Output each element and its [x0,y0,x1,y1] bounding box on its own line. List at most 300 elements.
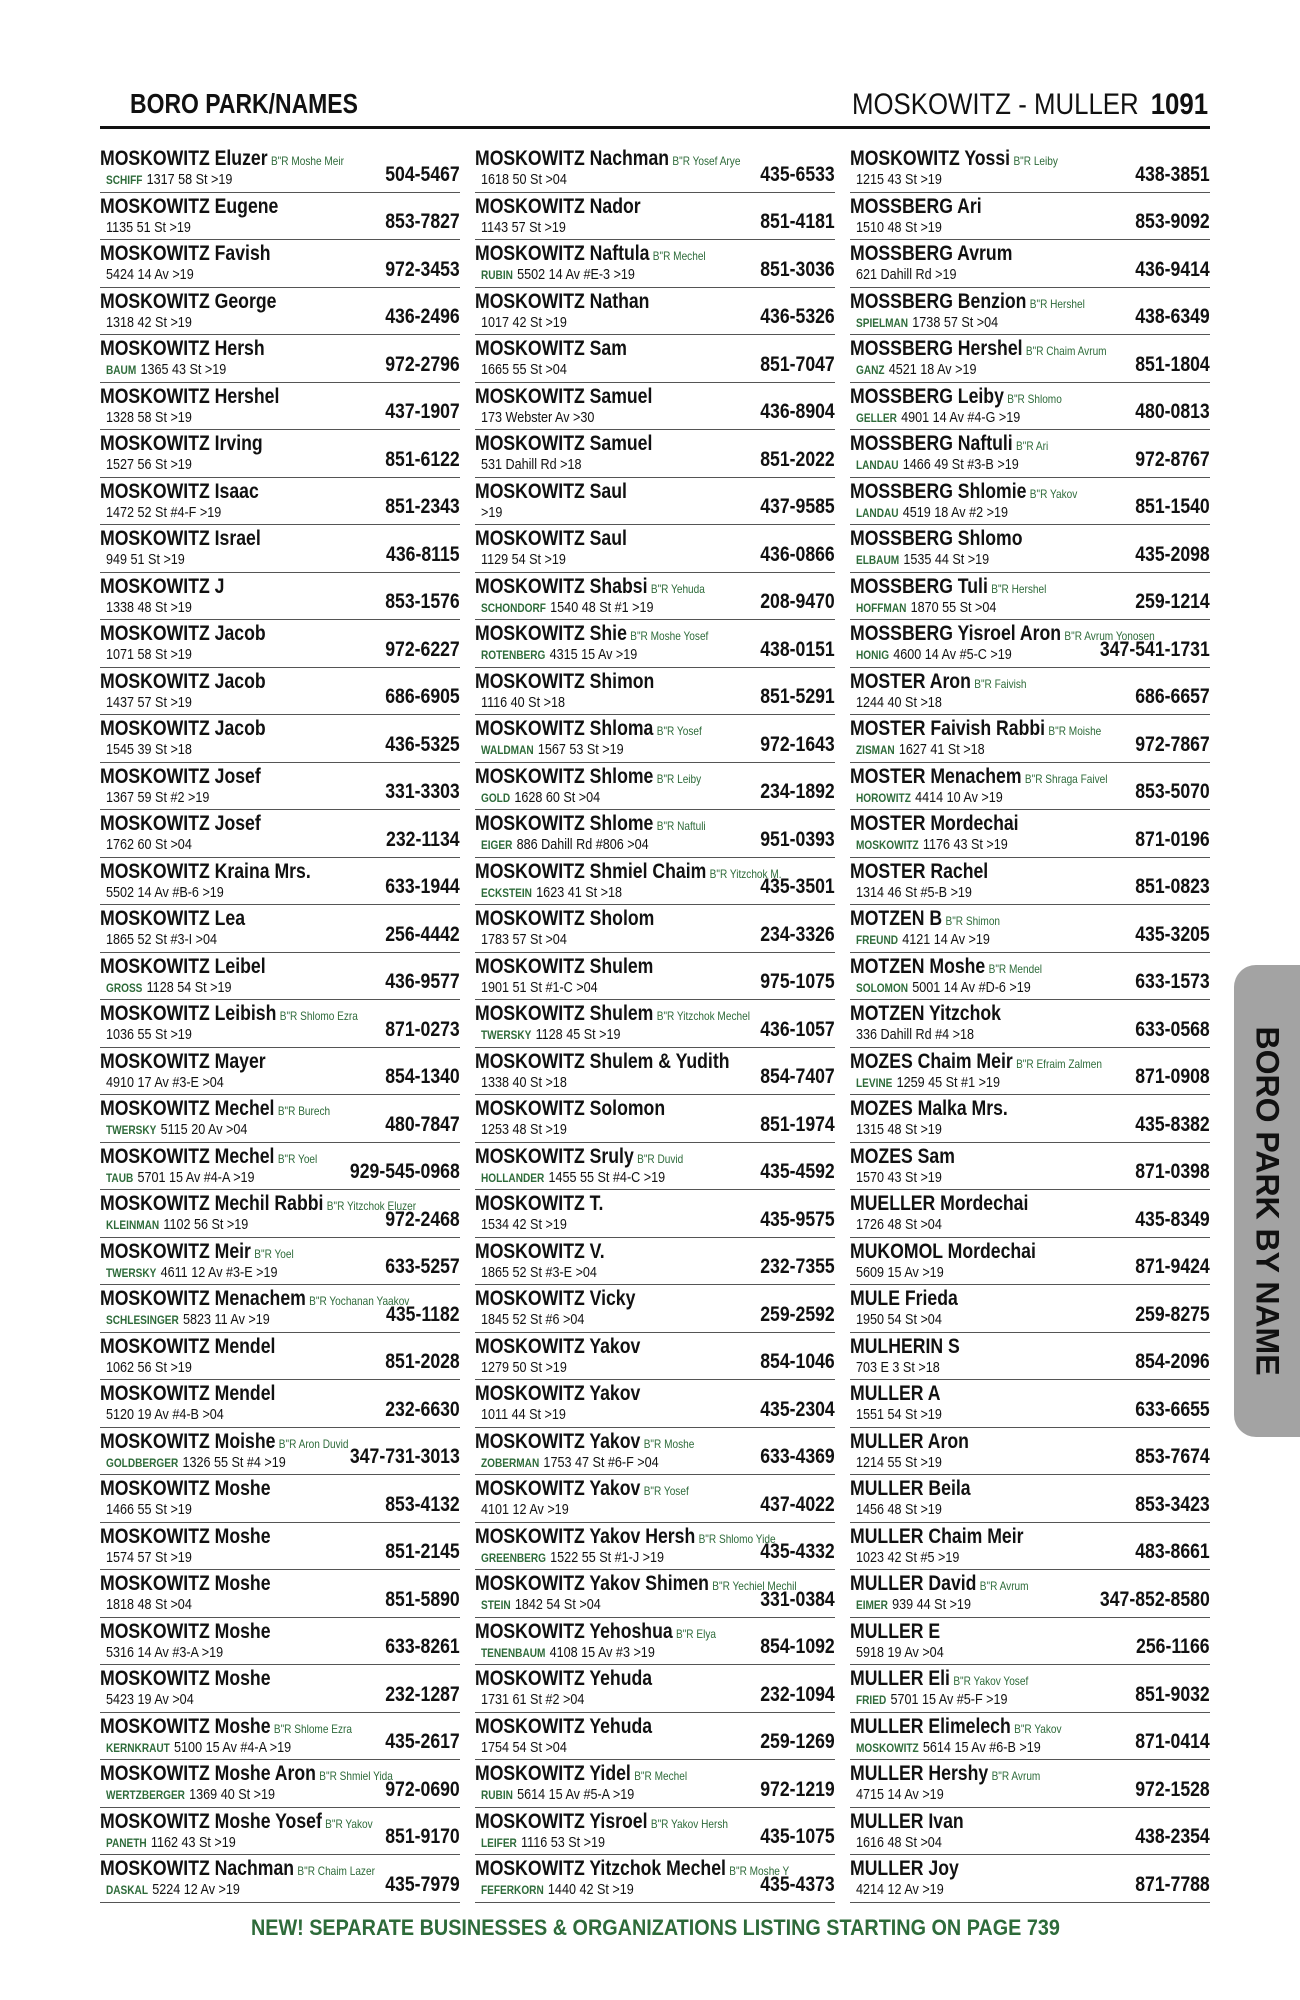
entry-address: 1551 54 St >19 [856,1406,942,1423]
entry-phone: 232-1287 [385,1682,460,1706]
entry-name-line [850,527,1023,551]
entry-phone: 347-852-8580 [1100,1587,1210,1611]
entry-address-line [106,1691,194,1708]
entry-name-line [100,1667,271,1691]
entry-address-line [106,409,192,426]
listing-entry [475,430,835,478]
entry-name-line [475,432,652,456]
listing-entry [475,668,835,716]
entry-name: MOSKOWITZ Leibel [100,954,266,978]
entry-address: 1510 48 St >19 [856,218,942,236]
entry-name: MULLER Elimelech [850,1714,1011,1738]
entry-name: MOSKOWITZ Moshe [100,1714,271,1738]
listing-entry [475,193,835,241]
entry-address-line [481,884,622,901]
entry-name-line [850,1810,964,1834]
entry-address-line [106,1596,192,1613]
entry-name-line [850,1430,969,1454]
listing-entry [475,858,835,906]
entry-phone: 347-541-1731 [1100,637,1210,661]
entry-address-line [481,1216,567,1233]
listing-entry [475,763,835,811]
entry-phone: 972-2468 [385,1207,460,1231]
entry-name: MOSTER Mordechai [850,812,1019,835]
entry-name-line [850,1525,1023,1549]
listing-entry [475,335,835,383]
entry-address-line [856,789,1003,806]
listing-entry [475,1523,835,1571]
section-title: BORO PARK/NAMES [130,88,358,119]
entry-phone: 232-1094 [760,1682,835,1706]
entry-name: MOSSBERG Leiby [850,384,1004,408]
entry-address: 5100 15 Av #4-A >19 [174,1738,292,1756]
entry-address: 4108 15 Av #3 >19 [549,1643,655,1661]
entry-address-line [481,789,600,806]
entry-name-line [850,337,1107,361]
entry-name: MOSKOWITZ Sam [475,337,627,360]
entry-address: 949 51 St >19 [106,551,185,568]
entry-phone: 929-545-0968 [350,1160,460,1183]
entry-address-line [481,1121,567,1138]
listing-entry [475,1855,835,1903]
entry-name: MOSKOWITZ Leibish [100,1002,277,1025]
page-range-heading [852,88,1208,122]
entry-name-line [100,717,266,741]
entry-address: 703 E 3 St >18 [856,1358,940,1376]
entry-phone: 851-7047 [760,352,835,376]
listing-entry [100,1190,460,1238]
entry-address: 5502 14 Av #B-6 >19 [106,883,224,901]
entry-address: 1017 42 St >19 [481,313,567,331]
listing-entry [100,620,460,668]
entry-family-name: GANZ [856,363,885,377]
entry-family-name: ZISMAN [856,743,895,757]
entry-relation: B"R Yoel [277,1151,318,1166]
entry-phone: 871-9424 [1135,1255,1210,1278]
listing-entry [475,1570,835,1618]
entry-phone: 436-8904 [760,400,835,423]
entry-address: 1215 43 St >19 [856,171,942,188]
entry-address: 1071 58 St >19 [106,646,192,663]
entry-name: MOZES Malka Mrs. [850,1097,1008,1120]
entry-phone: 435-8382 [1135,1112,1210,1136]
entry-family-name: LANDAU [856,505,899,520]
entry-address-line [856,456,1019,473]
entry-address: 5316 14 Av #3-A >19 [106,1643,224,1661]
entry-relation: B"R Yakov Yosef [953,1674,1029,1688]
entry-phone: 259-8275 [1135,1302,1210,1326]
listing-entry [850,240,1210,288]
entry-name-line [850,1857,959,1881]
listing-column-1 [100,145,460,1905]
listing-entry [475,1618,835,1666]
entry-phone: 851-2343 [385,495,460,518]
entry-address-line [856,1881,944,1898]
entry-phone: 256-1166 [1136,1635,1210,1658]
entry-relation: B"R Elya [676,1626,717,1641]
entry-address-line [856,646,1012,663]
entry-name: MOSKOWITZ Meir [100,1239,251,1263]
entry-phone: 234-3326 [760,922,835,946]
entry-address-line [856,1264,944,1281]
section-side-tab[interactable] [1234,965,1300,1437]
entry-name-line [475,1050,729,1074]
entry-name: MUKOMOL Mordechai [850,1239,1036,1263]
entry-address: 1570 43 St >19 [856,1168,942,1186]
entry-address-line [856,1644,944,1661]
entry-family-name: TWERSKY [481,1028,532,1042]
entry-phone: 851-4181 [760,210,835,233]
entry-address: 4414 10 Av >19 [915,788,1003,806]
entry-name: MOSKOWITZ Mayer [100,1049,266,1073]
listing-entry [850,905,1210,953]
entry-address: 1062 56 St >19 [106,1358,192,1376]
entry-address: 4121 14 Av >19 [902,931,990,948]
listing-entry [850,1238,1210,1286]
listing-entry [850,1000,1210,1048]
entry-name-line [475,337,627,361]
entry-name-line [100,1287,409,1311]
entry-address-line [856,1169,942,1186]
listing-entry [100,810,460,858]
entry-name: MOSKOWITZ Solomon [475,1097,666,1120]
entry-name: MOSKOWITZ Yehuda [475,1714,653,1738]
entry-name: MULLER Eli [850,1667,950,1690]
entry-name: MOSKOWITZ Israel [100,527,261,550]
listing-entry [475,1808,835,1856]
entry-address-line [481,1881,634,1898]
entry-address: 1466 55 St >19 [106,1501,192,1518]
entry-address-line [481,551,566,568]
listing-entry [100,1238,460,1286]
entry-name-line [850,717,1101,741]
entry-address: 4901 14 Av #4-G >19 [901,408,1021,426]
entry-family-name: FEFERKORN [481,1883,544,1897]
entry-name-line [475,480,627,504]
entry-name-line [475,907,654,931]
entry-phone: 851-3036 [760,257,835,281]
entry-address: 1535 44 St >19 [903,551,990,568]
entry-address-line [106,1169,255,1186]
entry-name-line [850,812,1019,836]
entry-address: 1534 42 St >19 [481,1216,567,1233]
entry-name: MOSKOWITZ Yehoshua [475,1619,673,1643]
entry-name: MOSKOWITZ Moshe [100,1572,271,1595]
entry-name-line [100,1192,416,1216]
entry-name: MOSKOWITZ Jacob [100,717,266,740]
entry-name-line [100,195,278,219]
entry-address-line [106,1359,192,1376]
entry-relation: B"R Naftuli [656,819,706,833]
entry-address-line [481,1691,584,1708]
entry-name: MOSKOWITZ Eluzer [100,147,268,170]
entry-name-line [475,242,706,266]
entry-family-name: SCHONDORF [481,600,546,615]
entry-name: MOSKOWITZ Moshe [100,1524,271,1548]
listing-entry [100,1808,460,1856]
entry-address: 1440 42 St >19 [547,1881,634,1898]
entry-name: MOSKOWITZ Mechel [100,1097,275,1120]
entry-name-line [850,1715,1062,1739]
entry-relation: B"R Duvid [637,1151,684,1166]
entry-address-line [106,694,192,711]
entry-relation: B"R Yakov Hersh [650,1816,729,1831]
entry-name-line [850,670,1027,694]
entry-family-name: ZOBERMAN [481,1455,540,1470]
entry-address-line [481,314,567,331]
entry-name: MOSKOWITZ Hersh [100,337,265,360]
entry-relation: B"R Faivish [974,676,1027,691]
entry-address-line [106,551,185,568]
entry-address: 4910 17 Av #3-E >04 [106,1073,224,1091]
entry-address-line [481,1169,665,1186]
entry-address: 4521 18 Av >19 [888,361,977,378]
entry-address-line [856,504,1008,521]
entry-address: 336 Dahill Rd #4 >18 [856,1026,975,1043]
page-number: 1091 [1150,88,1208,121]
entry-address-line [856,1216,942,1233]
entry-name: MOSTER Rachel [850,859,989,883]
entry-name: MOSKOWITZ Josef [100,764,261,788]
entry-phone: 851-5291 [760,685,835,708]
entry-address: 1129 54 St >19 [481,551,566,568]
listing-entry [475,1000,835,1048]
entry-name-line [850,242,1012,266]
entry-address: 1176 43 St >19 [922,836,1008,853]
entry-family-name: DASKAL [106,1883,148,1897]
listing-entry [850,1048,1210,1096]
entry-address-line [106,979,232,996]
entry-phone: 435-6533 [760,162,835,186]
entry-address: 1783 57 St >04 [481,931,567,948]
entry-phone: 851-9032 [1135,1682,1210,1706]
entry-name-line [100,337,265,361]
listing-entry [100,715,460,763]
listing-entry [850,525,1210,573]
entry-name: MOSKOWITZ Menachem [100,1287,306,1310]
entry-phone: 972-3453 [385,257,460,281]
entry-address-line [106,1074,224,1091]
entry-name: MOSKOWITZ Mendel [100,1382,276,1405]
listing-entry [100,335,460,383]
entry-address-line [481,1359,567,1376]
entry-relation: B"R Yitzchok Eluzer [326,1199,417,1213]
entry-phone: 686-6657 [1135,685,1210,708]
entry-relation: B"R Yakov [1014,1721,1062,1736]
entry-relation: B"R Yoel [254,1246,294,1261]
entry-name-line [475,765,701,789]
entry-name: MOSTER Faivish Rabbi [850,717,1046,740]
entry-phone: 436-5325 [385,732,460,756]
entry-name: MOSKOWITZ Nachman [100,1857,295,1880]
entry-address-line [856,694,942,711]
page-header [100,86,1210,129]
entry-name-line [850,1145,955,1169]
entry-address: 1259 45 St #1 >19 [896,1073,1000,1091]
entry-address: 1244 40 St >18 [856,693,942,711]
entry-name-line [850,1382,940,1406]
entry-address: 1143 57 St >19 [481,218,566,236]
entry-phone: 331-0384 [760,1587,835,1611]
entry-phone: 853-1576 [385,590,460,613]
entry-address-line [856,1786,944,1803]
entry-name-line [475,1430,694,1454]
entry-phone: 633-8261 [385,1635,460,1658]
listing-entry [100,1618,460,1666]
entry-family-name: KERNKRAUT [106,1740,170,1755]
entry-name: MOSKOWITZ Shie [475,622,627,645]
listing-entry [850,620,1210,668]
entry-address: 1328 58 St >19 [106,408,192,426]
entry-address: 1545 39 St >18 [106,741,192,758]
entry-address: 1338 48 St >19 [106,598,192,616]
entry-address: 1845 52 St #6 >04 [481,1311,585,1328]
listing-entry [100,525,460,573]
entry-address-line [856,1359,940,1376]
entry-address: 1365 43 St >19 [140,361,227,378]
entry-address: 531 Dahill Rd >18 [481,456,582,473]
entry-address-line [856,1121,942,1138]
entry-phone: 633-4369 [760,1445,835,1468]
entry-family-name: HOROWITZ [856,790,911,805]
listing-entry [100,953,460,1001]
listing-entry [475,953,835,1001]
entry-address: 1618 50 St >04 [481,171,567,188]
entry-address-line [106,1644,223,1661]
entry-phone: 435-4332 [760,1540,835,1563]
entry-address: 1102 56 St >19 [163,1216,249,1233]
entry-address-line [106,219,191,236]
entry-phone: 853-7827 [385,210,460,233]
entry-phone: 438-6349 [1135,305,1210,328]
entry-name-line [100,290,276,314]
entry-address-line [856,314,998,331]
listing-entry [850,1095,1210,1143]
listing-entry [850,288,1210,336]
entry-phone: 438-0151 [760,637,835,661]
entry-name-line [850,955,1042,979]
entry-address: 1616 48 St >04 [856,1833,942,1851]
listing-entry [475,383,835,431]
entry-address-line [856,741,985,758]
entry-address-line [106,836,192,853]
entry-address: 1326 55 St #4 >19 [182,1453,286,1471]
listing-entry [850,763,1210,811]
entry-phone: 438-2354 [1135,1825,1210,1848]
entry-name-line [475,812,706,836]
entry-name-line [475,1762,687,1786]
listing-entry [850,1713,1210,1761]
entry-family-name: KLEINMAN [106,1218,160,1232]
entry-name-line [850,1762,1040,1786]
listing-entry [850,1380,1210,1428]
entry-name: MULLER Aron [850,1429,969,1453]
entry-address-line [481,171,567,188]
entry-name: MOSKOWITZ Shlome [475,764,654,788]
entry-phone: 633-1573 [1135,970,1210,993]
footer-notice: NEW! SEPARATE BUSINESSES & ORGANIZATIONS LISTING STARTING ON PAGE 739 [250,1915,1060,1940]
entry-address: 5918 19 Av >04 [856,1643,944,1661]
entry-address-line [856,1691,1008,1708]
entry-name-line [850,1287,958,1311]
entry-name: MOSKOWITZ Shimon [475,669,655,693]
entry-address-line [856,409,1020,426]
entry-relation: B"R Yechiel Mechil [712,1579,797,1593]
entry-relation: B"R Burech [277,1104,331,1118]
entry-name: MOSKOWITZ Sholom [475,907,655,930]
entry-name: MOZES Sam [850,1144,955,1168]
entry-name: MULLER Chaim Meir [850,1524,1024,1548]
entry-name-line [100,1525,271,1549]
entry-name: MOSKOWITZ Yidel [475,1762,631,1785]
entry-name: MOSKOWITZ Nachman [475,147,670,170]
entry-phone: 208-9470 [760,590,835,613]
entry-name: MOSKOWITZ Yakov [475,1382,641,1405]
listing-entry [850,478,1210,526]
entry-name-line [850,1335,960,1359]
entry-name: MOSKOWITZ Naftula [475,242,650,265]
entry-relation: B"R Avrum [979,1579,1029,1593]
entry-family-name: RUBIN [481,268,513,282]
entry-name-line [850,1620,940,1644]
entry-address: 1317 58 St >19 [146,171,233,188]
entry-address-line [481,646,637,663]
entry-address: 1754 54 St >04 [481,1738,567,1756]
entry-name: MOSSBERG Tuli [850,574,988,598]
entry-address-line [106,1264,277,1281]
entry-name: MOSKOWITZ Nathan [475,289,650,313]
entry-family-name: ELBAUM [856,553,900,567]
entry-relation: B"R Shmiel Yida [319,1769,393,1783]
entry-phone: 347-731-3013 [350,1445,460,1468]
entry-address-line [481,1264,597,1281]
entry-name-line [850,1050,1102,1074]
entry-phone: 972-6227 [385,637,460,661]
entry-name-line [100,1430,348,1454]
entry-address: 1338 40 St >18 [481,1073,567,1091]
entry-name-line [100,670,266,694]
entry-name: MOSSBERG Avrum [850,242,1013,265]
entry-relation: B"R Moshe Meir [270,154,344,168]
entry-relation: B"R Yitzchok M. [709,866,782,881]
entry-name-line [100,1145,317,1169]
listing-entry [475,573,835,621]
listing-entry [475,905,835,953]
entry-address: 5224 12 Av >19 [152,1881,240,1898]
entry-address: 1865 52 St #3-E >04 [481,1263,597,1281]
entry-name-line [475,670,654,694]
entry-name: MULLER Joy [850,1857,959,1880]
entry-address-line [106,1834,236,1851]
listing-entry [100,1333,460,1381]
entry-phone: 686-6905 [385,685,460,708]
entry-family-name: GROSS [106,980,143,995]
entry-name: MULLER Beila [850,1477,971,1500]
entry-family-name: LEIFER [481,1835,517,1850]
entry-address-line [856,361,976,378]
entry-address-line [481,1074,567,1091]
listing-entry [850,430,1210,478]
entry-name-line [850,907,1000,931]
entry-address: 1472 52 St #4-F >19 [106,503,222,521]
entry-address-line [856,1406,942,1423]
entry-address-line [856,219,942,236]
entry-name-line [100,1382,275,1406]
entry-phone: 435-3501 [760,875,835,898]
listing-entry [475,1475,835,1523]
listing-entry [475,715,835,763]
entry-address: 1135 51 St >19 [106,218,191,236]
